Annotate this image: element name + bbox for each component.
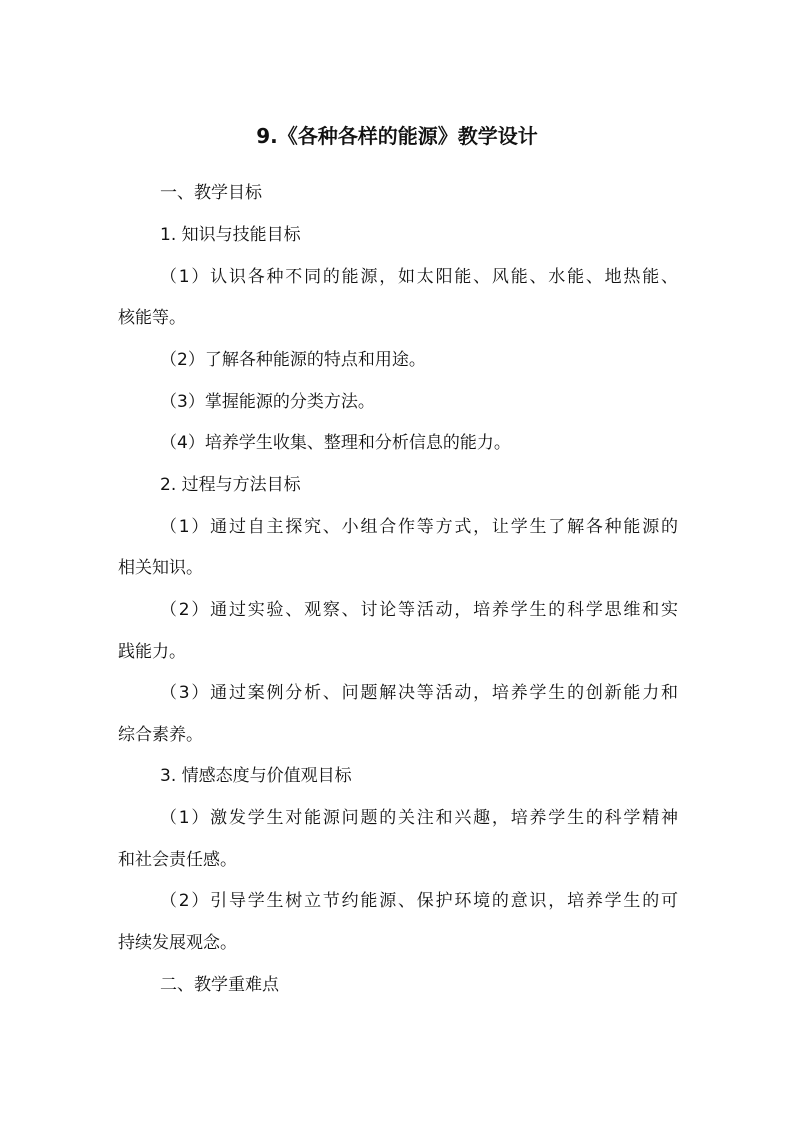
paragraph-line: （1）激发学生对能源问题的关注和兴趣，培养学生的科学精神 (160, 808, 678, 828)
document-title: 9.《各种各样的能源》教学设计 (256, 124, 538, 148)
subheading-knowledge-skills: 1. 知识与技能目标 (160, 225, 301, 245)
paragraph-line: 核能等。 (118, 308, 186, 328)
paragraph-line: （1）认识各种不同的能源，如太阳能、风能、水能、地热能、 (160, 267, 678, 287)
paragraph-line: 和社会责任感。 (118, 850, 237, 870)
paragraph-line: （1）通过自主探究、小组合作等方式，让学生了解各种能源的 (160, 517, 678, 537)
paragraph-line: （2）了解各种能源的特点和用途。 (160, 350, 426, 370)
subheading-process-methods: 2. 过程与方法目标 (160, 475, 301, 495)
subheading-values: 3. 情感态度与价值观目标 (160, 766, 352, 786)
paragraph-line: 持续发展观念。 (118, 933, 237, 953)
paragraph-line: （3）通过案例分析、问题解决等活动，培养学生的创新能力和 (160, 683, 678, 703)
section-heading-objectives: 一、教学目标 (160, 183, 262, 203)
paragraph-line: （4）培养学生收集、整理和分析信息的能力。 (160, 433, 511, 453)
paragraph-line: 相关知识。 (118, 558, 203, 578)
paragraph-line: （2）通过实验、观察、讨论等活动，培养学生的科学思维和实 (160, 600, 678, 620)
paragraph-line: （3）掌握能源的分类方法。 (160, 392, 375, 412)
section-heading-key-points: 二、教学重难点 (160, 975, 279, 995)
paragraph-line: 综合素养。 (118, 725, 203, 745)
paragraph-line: 践能力。 (118, 642, 186, 662)
paragraph-line: （2）引导学生树立节约能源、保护环境的意识，培养学生的可 (160, 891, 678, 911)
